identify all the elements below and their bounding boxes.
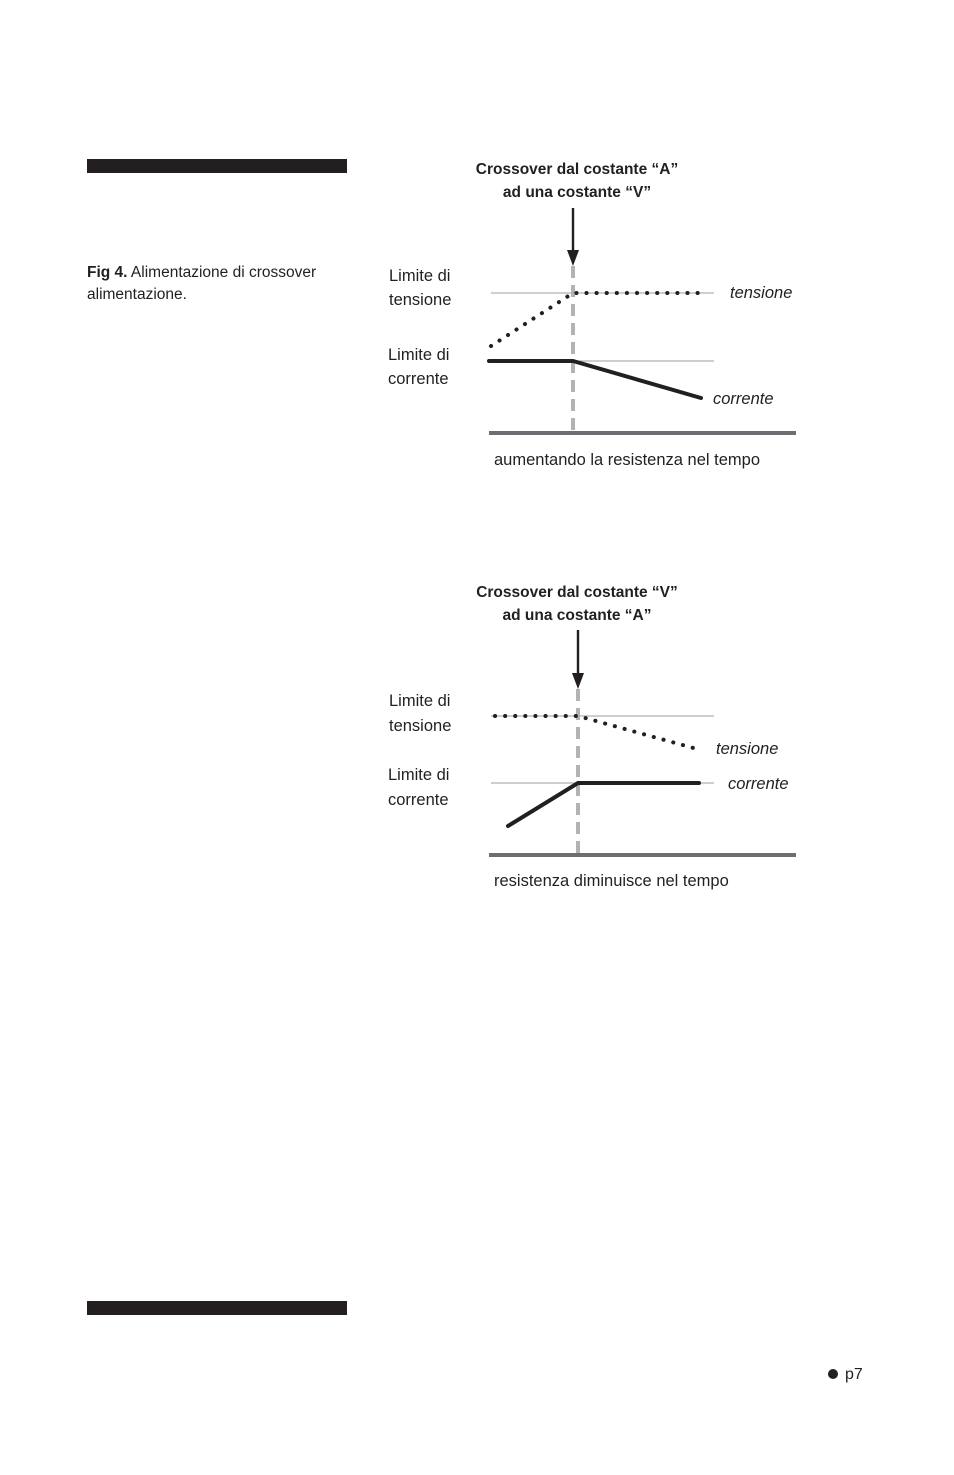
figure-caption-text: Alimentazione di crossover alimentazione. — [87, 264, 317, 303]
diagram-1-voltage-limit-line-1: Limite di — [389, 267, 451, 285]
diagram-1-current-limit-line-2: corrente — [388, 370, 449, 388]
diagram-1-title-line-1: Crossover dal costante “A” — [475, 161, 679, 178]
current-curve — [508, 783, 699, 826]
diagram-1-title-line-2: ad una costante “V” — [502, 184, 652, 201]
diagram-1-current-limit-line-1: Limite di — [388, 346, 450, 364]
diagram-2-voltage-curve-label: tensione — [716, 740, 779, 758]
diagram-2-current-limit-line-2: corrente — [388, 791, 449, 809]
figure-label: Fig 4. — [87, 264, 128, 281]
bullet-icon — [828, 1369, 838, 1379]
page-number-label: p7 — [845, 1366, 863, 1383]
down-arrow-icon — [567, 250, 579, 266]
diagram-a-to-v — [388, 161, 796, 469]
diagram-2-voltage-limit-line-1: Limite di — [389, 692, 451, 710]
diagram-1-voltage-curve-label: tensione — [730, 284, 793, 302]
voltage-curve — [495, 716, 697, 749]
diagram-2-axis-caption: resistenza diminuisce nel tempo — [494, 872, 729, 890]
voltage-curve — [491, 293, 701, 346]
diagram-2-title-line-2: ad una costante “A” — [502, 607, 652, 624]
current-curve — [489, 361, 701, 398]
diagram-2-title-line-1: Crossover dal costante “V” — [476, 584, 678, 601]
diagram-v-to-a — [388, 584, 796, 890]
diagram-2-voltage-limit-line-2: tensione — [389, 717, 452, 735]
diagram-1-current-curve-label: corrente — [713, 390, 774, 408]
bottom-rule — [87, 1301, 347, 1315]
diagram-1-axis-caption: aumentando la resistenza nel tempo — [494, 451, 760, 469]
page-number — [828, 1366, 863, 1384]
down-arrow-icon — [572, 673, 584, 689]
diagram-2-current-curve-label: corrente — [728, 775, 789, 793]
diagram-2-current-limit-line-1: Limite di — [388, 766, 450, 784]
diagram-1-voltage-limit-line-2: tensione — [389, 291, 452, 309]
